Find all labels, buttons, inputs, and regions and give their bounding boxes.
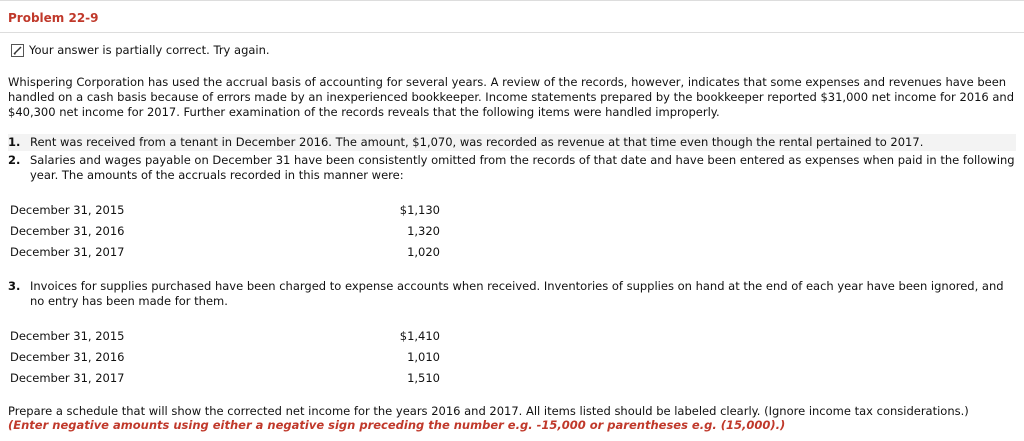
row-date: December 31, 2016 <box>10 350 125 364</box>
answer-status-text: Your answer is partially correct. Try again. <box>29 43 270 57</box>
prepare-text: Prepare a schedule that will show the corrected net income for the years 2016 and 2017. All items listed should be labeled clearly. (Ignore income tax considerations.) <box>8 404 969 418</box>
pencil-icon <box>11 44 24 57</box>
list-item <box>8 134 1016 151</box>
item-text: Salaries and wages payable on December 31 have been consistently omitted from the records of that date and have been entered as expenses when paid in the following year. The amounts of the accruals recorded in this manner were: <box>30 153 1015 182</box>
item-number: 3. <box>8 279 21 293</box>
row-date: December 31, 2015 <box>10 329 125 343</box>
row-amount: 1,010 <box>407 350 440 364</box>
entry-format-instruction: (Enter negative amounts using either a negative sign preceding the number e.g. -15,000 or parentheses e.g. (15,000).) <box>8 418 786 432</box>
row-date: December 31, 2017 <box>10 371 125 385</box>
item-number: 1. <box>8 135 21 149</box>
table-row <box>10 221 440 242</box>
row-amount: 1,510 <box>407 371 440 385</box>
table-row <box>10 347 440 368</box>
table-row <box>10 326 440 347</box>
problem-title: Problem 22-9 <box>8 11 99 25</box>
item-text: Rent was received from a tenant in December 2016. The amount, $1,070, was recorded as revenue at that time even though the rental pertained to 2017. <box>30 135 924 149</box>
table-row <box>10 368 440 389</box>
row-amount: 1,320 <box>407 224 440 238</box>
top-divider <box>0 0 1024 1</box>
table-row <box>10 200 440 221</box>
title-divider <box>0 32 1024 33</box>
supplies-inventory-table <box>10 326 440 389</box>
problem-intro: Whispering Corporation has used the accrual basis of accounting for several years. A review of the records, however, indicates that some expenses and revenues have been handled on a cash basis because of errors made by an inexperienced bookkeeper. Income statements prepared by the bookkeeper reported $31,000 net income for 2016 and $40,300 net income for 2017. Further examination of the records reveals that the following items were handled improperly. <box>8 75 1015 119</box>
salaries-accruals-table <box>10 200 440 263</box>
item-number: 2. <box>8 153 21 167</box>
row-date: December 31, 2017 <box>10 245 125 259</box>
item-text: Invoices for supplies purchased have been charged to expense accounts when received. Inventories of supplies on hand at the end of each year have been ignored, and no entry has been made for them. <box>30 279 1004 308</box>
answer-status <box>11 43 270 57</box>
list-item <box>8 153 1016 183</box>
row-date: December 31, 2016 <box>10 224 125 238</box>
row-amount: 1,020 <box>407 245 440 259</box>
row-date: December 31, 2015 <box>10 203 125 217</box>
list-item <box>8 279 1016 309</box>
row-amount: $1,410 <box>399 329 440 343</box>
table-row <box>10 242 440 263</box>
row-amount: $1,130 <box>399 203 440 217</box>
prepare-instructions <box>8 404 1016 432</box>
